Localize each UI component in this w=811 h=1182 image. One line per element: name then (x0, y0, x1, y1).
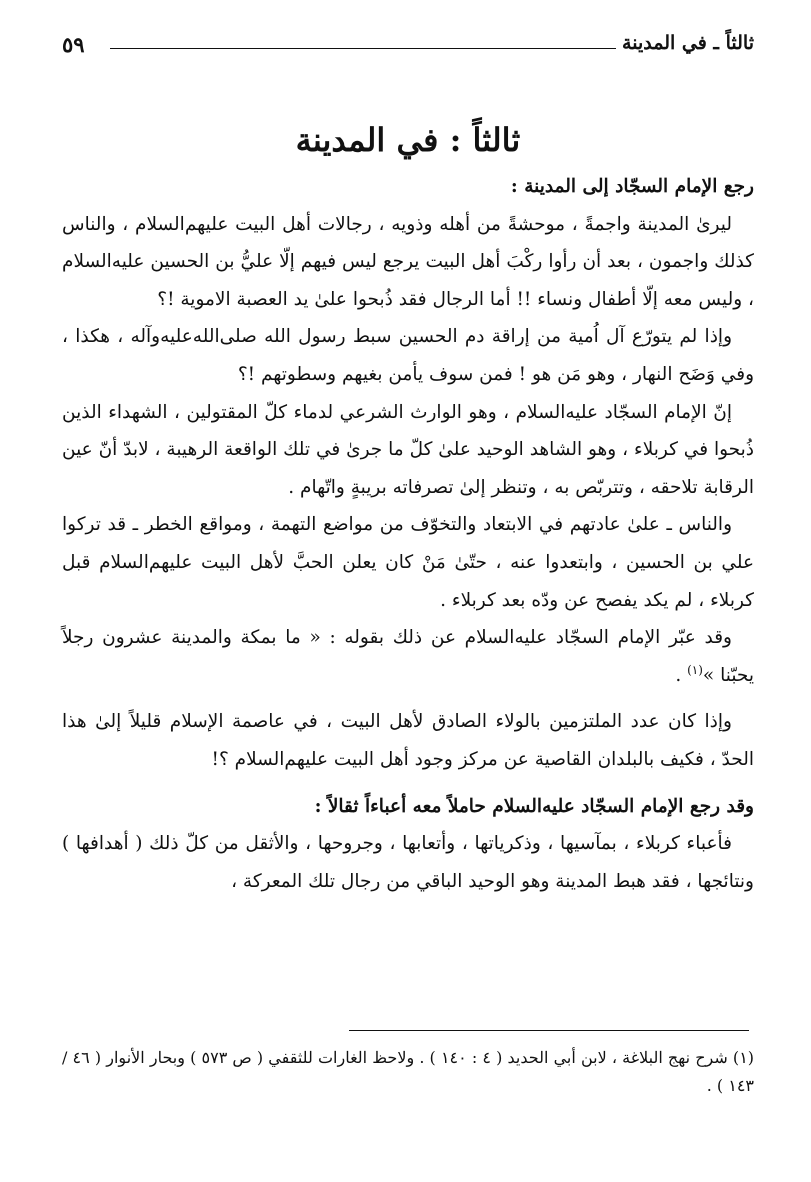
paragraph (62, 825, 754, 900)
section-subheading (62, 168, 754, 206)
paragraph (62, 506, 754, 619)
footnotes (62, 1044, 754, 1100)
paragraph-text: ليرىٰ المدينة واجمةً ، موحشةً من أهله وذويه ، رجالات أهل البيت عليهم‌السلام ، والناس كذلك واجمون ، بعد أن رأوا ركْبَ أهل البيت يرجع ليس فيهم إلّا عليُّ بن الحسين عليه‌السلام ، وليس معه إلّا أطفال ونساء !! أما الرجال فقد ذُبحوا علىٰ يد العصبة الاموية !؟ (62, 213, 754, 310)
paragraph (62, 703, 754, 778)
paragraph-text: رجع الإمام السجّاد إلى المدينة : (510, 176, 754, 197)
paragraph-text: وإذا لم يتورّع آل اُمية من إراقة دم الحسين سبط رسول الله صلى‌الله‌عليه‌وآله ، هكذا ، وفي وَضَح النهار ، وهو مَن هو ! فمن سوف يأمن بغيهم وسطوتهم !؟ (62, 326, 754, 385)
header-rule (110, 48, 616, 49)
paragraph-text: وإذا كان عدد الملتزمين بالولاء الصادق لأهل البيت ، في عاصمة الإسلام قليلاً إلىٰ هذا الحدّ ، فكيف بالبلدان القاصية عن مركز وجود أهل البيت عليهم‌السلام ؟! (62, 711, 754, 770)
running-head (62, 30, 754, 66)
footnote: (١) شرح نهج البلاغة ، لابن أبي الحديد ( ٤ : ١٤٠ ) . ولاحظ الغارات للثقفي ( ص ٥٧٣ ) وبحار الأنوار ( ٤٦ / ١٤٣ ) . (62, 1048, 755, 1095)
paragraph (62, 318, 754, 393)
paragraph-tail: . (675, 664, 688, 686)
running-title: ثالثاً ـ في المدينة (622, 32, 754, 54)
page-number: ٥٩ (62, 32, 85, 57)
section-subheading (62, 788, 754, 826)
paragraph (62, 206, 754, 319)
paragraph-text: إنّ الإمام السجّاد عليه‌السلام ، وهو الوارث الشرعي لدماء كلّ المقتولين ، الشهداء الذين ذُبحوا في كربلاء ، وهو الشاهد الوحيد علىٰ كلّ ما جرىٰ في تلك الواقعة الرهيبة ، لابدّ أنّ عين الرقابة تلاحقه ، وتتربّص به ، وتنظر إلىٰ تصرفاته بريبةٍ واتّهام . (62, 401, 754, 498)
paragraph (62, 394, 754, 507)
paragraph-text: فأعباء كربلاء ، بمآسيها ، وذكرياتها ، وأتعابها ، وجروحها ، والأثقل من كلّ ذلك ( أهدافها ) ونتائجها ، فقد هبط المدينة وهو الوحيد الباقي من رجال تلك المعركة ، (62, 833, 754, 892)
footnote-rule (349, 1030, 749, 1031)
chapter-title: ثالثاً : في المدينة (295, 121, 521, 160)
footnote-marker[interactable]: (١) (687, 662, 703, 677)
paragraph (62, 619, 754, 694)
body-text (62, 168, 754, 900)
paragraph-text: والناس ـ علىٰ عادتهم في الابتعاد والتخوّف من مواضع التهمة ، ومواقع الخطر ـ قد تركوا علي بن الحسين ، وابتعدوا عنه ، حتّىٰ مَنْ كان يعلن الحبَّ لأهل البيت عليهم‌السلام قبل كربلاء ، لم يكد يفصح عن ودّه بعد كربلاء . (62, 514, 754, 611)
paragraph-text: وقد رجع الإمام السجّاد عليه‌السلام حاملاً معه أعباءاً ثقالاً : (314, 795, 754, 817)
paragraph-text: وقد عبّر الإمام السجّاد عليه‌السلام عن ذلك بقوله : « ما بمكة والمدينة عشرون رجلاً يحبّنا » (62, 627, 754, 686)
